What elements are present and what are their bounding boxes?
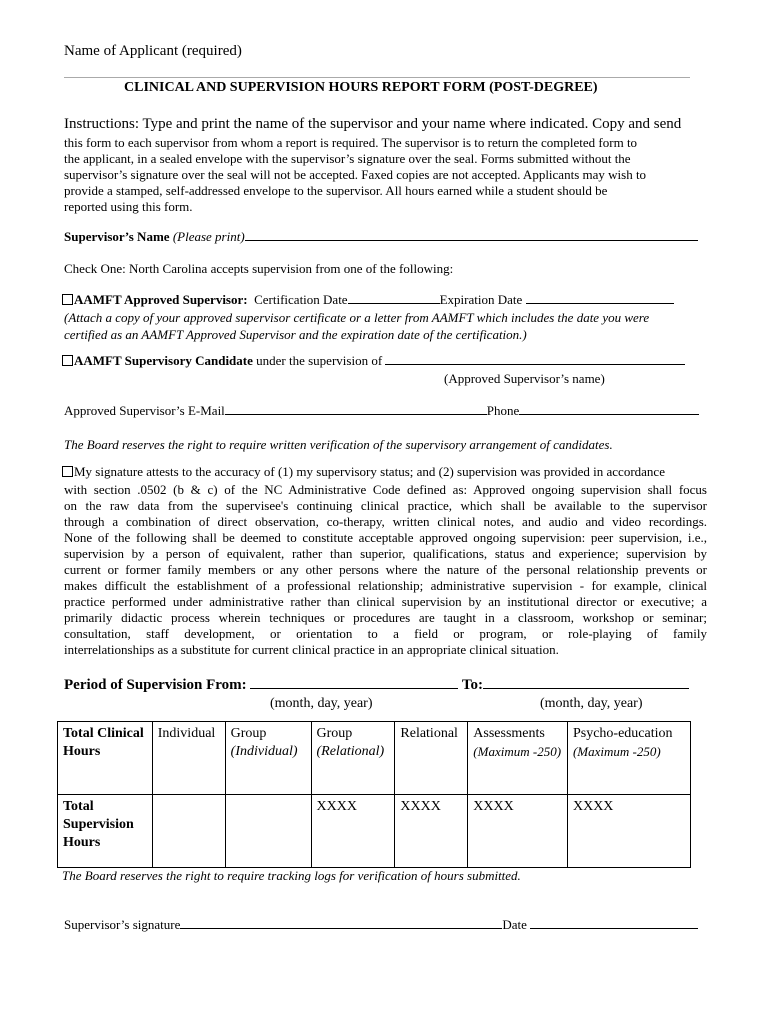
instructions-line: the applicant, in a sealed envelope with the supervisor’s signature over the seal. Forms submitted without the xyxy=(64,151,631,166)
attestation-line: interrelationships as a substitute for current clinical practice in an appropriate clinical situation. xyxy=(64,642,559,657)
psycho-education-label: Psycho-education xyxy=(572,726,673,741)
period-to-hint: (month, day, year) xyxy=(540,696,643,711)
attestation-line: on the raw data from the supervisee's continuing clinical practice, which shall be available to the supervisor xyxy=(64,498,707,513)
clinical-hours-row xyxy=(58,722,691,795)
attestation-line: practice performed under administrative rather than clinical supervision by an institutional director or executive; a xyxy=(64,594,707,609)
option-supervisory-candidate xyxy=(62,353,685,369)
group-individual-sublabel: (Individual) xyxy=(230,744,298,759)
email-label: Approved Supervisor’s E-Mail xyxy=(64,403,225,418)
attestation-line: makes difficult the establishment of a professional relationship; administrative supervision - for example, clinical xyxy=(64,578,707,593)
period-from-label: Period of Supervision From: xyxy=(64,677,247,693)
psycho-education-cell[interactable] xyxy=(567,722,690,795)
approved-supervisor-checkbox[interactable] xyxy=(62,294,73,305)
attestation-line: primarily didactic process wherein techniques or procedures are taught in a classroom, workshop or seminar; xyxy=(64,610,707,625)
applicant-name-field[interactable] xyxy=(64,77,690,78)
period-to-label: To: xyxy=(461,677,483,693)
board-note-tracking: The Board reserves the right to require tracking logs for verification of hours submitted. xyxy=(62,868,521,883)
cert-date-field[interactable] xyxy=(348,303,440,304)
phone-field[interactable] xyxy=(519,414,699,415)
attestation-line: through a combination of direct observation, co-therapy, written clinical notes, and audio and video recordings. xyxy=(64,514,707,529)
group-relational-sublabel: (Relational) xyxy=(316,744,385,759)
group-label: Group xyxy=(316,726,353,741)
psycho-education-max: (Maximum -250) xyxy=(572,744,661,759)
group-label: Group xyxy=(230,726,267,741)
approved-supervisor-name-hint: (Approved Supervisor’s name) xyxy=(444,371,605,386)
total-supervision-hours-header: Total Supervision Hours xyxy=(58,795,153,868)
period-row xyxy=(64,677,689,694)
attestation-line: consultation, staff development, or orientation to a field or program, or role-playing of family xyxy=(64,626,707,641)
individual-label: Individual xyxy=(157,726,216,741)
group-individual-cell[interactable] xyxy=(225,722,311,795)
instructions-line: this form to each supervisor from whom a report is required. The supervisor is to return the completed form to xyxy=(64,135,638,150)
period-from-hint: (month, day, year) xyxy=(270,696,373,711)
assessments-max: (Maximum -250) xyxy=(473,744,562,759)
hours-table xyxy=(57,721,691,868)
relational-label: Relational xyxy=(400,726,458,741)
individual-cell[interactable] xyxy=(152,722,225,795)
instructions-line: supervisor’s signature over the seal will not be accepted. Faxed copies are not accepted. Applicants may wish to xyxy=(64,167,647,182)
assessments-label: Assessments xyxy=(473,726,545,741)
supervision-group-individual-cell[interactable] xyxy=(225,795,311,868)
supervision-relational-cell: XXXX xyxy=(395,795,468,868)
phone-label: Phone xyxy=(486,403,520,418)
option-approved-supervisor xyxy=(62,292,674,308)
supervision-individual-cell[interactable] xyxy=(152,795,225,868)
option1-note: certified as an AAMFT Approved Supervisor and the expiration date of the certification.) xyxy=(64,327,527,342)
supervision-psycho-education-cell: XXXX xyxy=(567,795,690,868)
date-label: Date xyxy=(502,917,527,932)
total-clinical-hours-header: Total Clinical Hours xyxy=(58,722,153,795)
email-field[interactable] xyxy=(225,414,487,415)
supervisor-name-hint: (Please print) xyxy=(172,229,245,244)
supervisory-candidate-suffix: under the supervision of xyxy=(256,353,383,368)
attestation-line: current or former family members or any other persons where the nature of the personal relationship prevents or xyxy=(64,562,707,577)
contact-row xyxy=(64,403,699,419)
exp-date-field[interactable] xyxy=(526,303,674,304)
check-one-text: Check One: North Carolina accepts supervision from one of the following: xyxy=(64,261,454,276)
supervision-assessments-cell: XXXX xyxy=(468,795,568,868)
option1-note: (Attach a copy of your approved supervisor certificate or a letter from AAMFT which includes the date you were xyxy=(64,310,650,325)
form-title: CLINICAL AND SUPERVISION HOURS REPORT FORM (POST-DEGREE) xyxy=(124,80,598,95)
signature-row xyxy=(64,917,698,933)
relational-cell[interactable] xyxy=(395,722,468,795)
assessments-cell[interactable] xyxy=(468,722,568,795)
attestation-line: supervision by a person of equivalent, rather than superior, qualifications, status and experience; supervision by xyxy=(64,546,707,561)
attestation-text: My signature attests to the accuracy of (1) my supervisory status; and (2) supervision was provided in accordance xyxy=(74,464,665,479)
board-note-verification: The Board reserves the right to require written verification of the supervisory arrangement of candidates. xyxy=(64,437,613,452)
cert-date-label: Certification Date xyxy=(254,292,348,307)
instructions-line: Instructions: Type and print the name of the supervisor and your name where indicated. Copy and send xyxy=(64,116,682,132)
attestation-line: None of the following shall be deemed to constitute acceptable approved ongoing supervision: peer supervision, i.e., xyxy=(64,530,707,545)
signature-label: Supervisor’s signature xyxy=(64,917,181,932)
supervision-hours-row xyxy=(58,795,691,868)
supervisory-candidate-label: AAMFT Supervisory Candidate xyxy=(74,353,253,368)
period-from-field[interactable] xyxy=(250,688,458,689)
instructions-line: provide a stamped, self-addressed envelope to the supervisor. All hours earned while a student should be xyxy=(64,183,608,198)
supervision-group-relational-cell: XXXX xyxy=(311,795,395,868)
attestation-first-line xyxy=(62,464,665,480)
supervisor-name-row xyxy=(64,229,698,245)
supervisor-name-label: Supervisor’s Name xyxy=(64,229,170,244)
applicant-name-label: Name of Applicant (required) xyxy=(64,43,242,59)
approved-supervisor-name-field[interactable] xyxy=(385,364,685,365)
attestation-line: with section .0502 (b & c) of the NC Administrative Code defined as: Approved ongoing supervision shall focus xyxy=(64,482,707,497)
period-to-field[interactable] xyxy=(483,688,689,689)
signature-field[interactable] xyxy=(180,928,502,929)
instructions-line: reported using this form. xyxy=(64,199,193,214)
supervisor-name-field[interactable] xyxy=(245,240,698,241)
attestation-checkbox[interactable] xyxy=(62,466,73,477)
supervisory-candidate-checkbox[interactable] xyxy=(62,355,73,366)
group-relational-cell[interactable] xyxy=(311,722,395,795)
exp-date-label: Expiration Date xyxy=(439,292,523,307)
approved-supervisor-label: AAMFT Approved Supervisor: xyxy=(74,292,248,307)
signature-date-field[interactable] xyxy=(530,928,698,929)
